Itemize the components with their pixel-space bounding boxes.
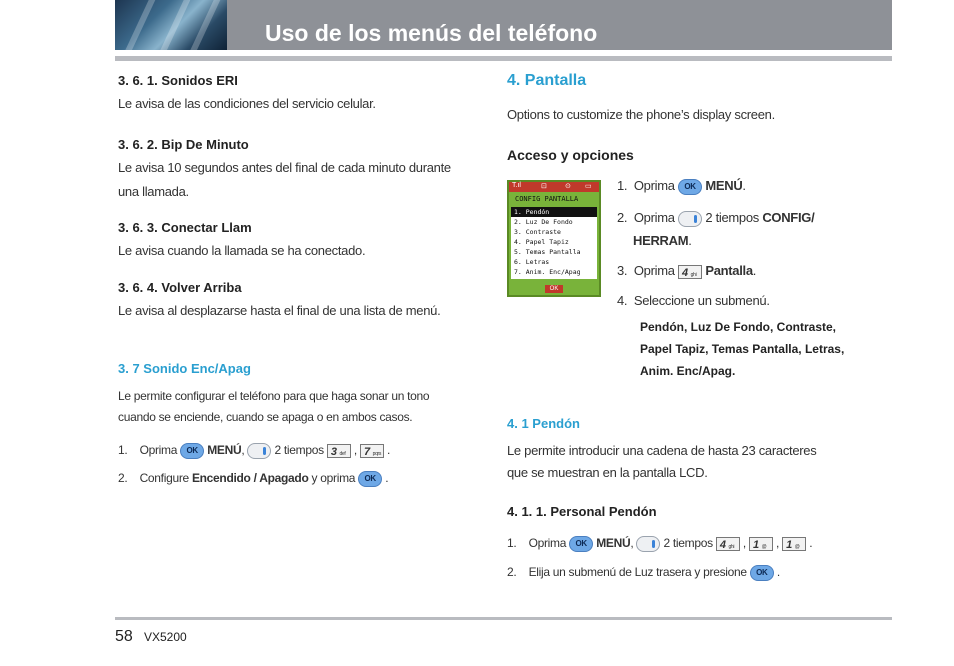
phone-menu-item: 1. Pendón (511, 207, 597, 217)
step-row: 3. Oprima 4 ghi Pantalla. (617, 263, 757, 279)
step-row: 2. Elija un submenú de Luz trasera y presione OK . (507, 565, 780, 580)
key-7-icon: 7 pqrs (360, 444, 384, 458)
nav-key-icon (636, 536, 660, 552)
section-text: una llamada. (118, 184, 189, 199)
section-heading: 3. 6. 2. Bip De Minuto (118, 137, 249, 152)
ok-key-icon: OK (180, 443, 204, 459)
model-name: VX5200 (144, 630, 187, 644)
phone-menu-item: 5. Temas Pantalla (514, 248, 581, 256)
nav-key-icon (678, 211, 702, 227)
step-row: 1. Oprima OK MENÚ, 2 tiempos 4 ghi , 1 @ , 1 @ . (507, 536, 813, 551)
phone-menu-item: 7. Anim. Enc/Apag (514, 268, 581, 276)
step-row: 2. Oprima 2 tiempos CONFIG/ (617, 210, 815, 225)
page-number: 58 (115, 628, 133, 645)
section-heading: 4. 1 Pendón (507, 416, 580, 431)
section-text: Le avisa 10 segundos antes del final de cada minuto durante (118, 160, 451, 175)
submenu-list: Anim. Enc/Apag. (640, 364, 736, 378)
section-heading: 3. 6. 1. Sonidos ERI (118, 73, 238, 88)
step-row: 2. Configure Encendido / Apagado y oprima OK . (118, 471, 389, 486)
section-heading: 3. 6. 3. Conectar Llam (118, 220, 252, 235)
header-photo (115, 0, 227, 50)
phone-screen-image (507, 180, 601, 297)
section-text: Le permite configurar el teléfono para que haga sonar un tono (118, 389, 430, 403)
status-bar: T.ıl ⊡ ⊙ ▭ (509, 182, 599, 192)
page-title: Uso de los menús del teléfono (265, 20, 598, 46)
section-heading: 3. 7 Sonido Enc/Apag (118, 361, 251, 376)
ok-key-icon: OK (358, 471, 382, 487)
section-text: Le avisa cuando la llamada se ha conectado. (118, 243, 366, 258)
key-4-icon: 4 ghi (716, 537, 740, 551)
section-heading: 3. 6. 4. Volver Arriba (118, 280, 242, 295)
step-row: 1. Oprima OK MENÚ, 2 tiempos 3 def , 7 pqrs . (118, 443, 391, 458)
key-4-icon: 4 ghi (678, 265, 702, 279)
footer-rule (115, 617, 892, 620)
section-text: Le avisa al desplazarse hasta el final de una lista de menú. (118, 303, 441, 318)
section-text: que se muestran en la pantalla LCD. (507, 465, 708, 480)
nav-key-icon (247, 443, 271, 459)
phone-menu-item: 3. Contraste (514, 228, 561, 236)
section-text: cuando se enciende, cuando se apaga o en ambos casos. (118, 410, 413, 424)
phone-menu-list (511, 207, 597, 279)
header-rule (115, 56, 892, 61)
section-text: Le permite introducir una cadena de hasta 23 caracteres (507, 443, 817, 458)
phone-menu-item: 6. Letras (514, 258, 550, 266)
phone-softkey: OK (545, 285, 563, 293)
ok-key-icon: OK (678, 179, 702, 195)
phone-menu-item: 4. Papel Tapiz (514, 238, 569, 246)
section-heading: 4. 1. 1. Personal Pendón (507, 504, 657, 519)
key-1-icon: 1 @ (782, 537, 806, 551)
ok-key-icon: OK (569, 536, 593, 552)
step-row: 1. Oprima OK MENÚ. (617, 178, 746, 193)
page-header (115, 0, 892, 50)
section-text: Le avisa de las condiciones del servicio celular. (118, 96, 376, 111)
key-3-icon: 3 def (327, 444, 351, 458)
submenu-list: Pendón, Luz De Fondo, Contraste, (640, 320, 836, 334)
key-1-icon: 1 @ (749, 537, 773, 551)
step-continuation: HERRAM. (633, 233, 692, 248)
step-row: 4. Seleccione un submenú. (617, 293, 770, 308)
phone-menu-title: CONFIG PANTALLA (515, 195, 579, 203)
section-heading: 4. Pantalla (507, 72, 587, 89)
submenu-list: Papel Tapiz, Temas Pantalla, Letras, (640, 342, 845, 356)
phone-menu-item: 2. Luz De Fondo (514, 218, 573, 226)
section-text: Options to customize the phone’s display screen. (507, 107, 775, 122)
subsection-heading: Acceso y opciones (507, 147, 634, 163)
ok-key-icon: OK (750, 565, 774, 581)
